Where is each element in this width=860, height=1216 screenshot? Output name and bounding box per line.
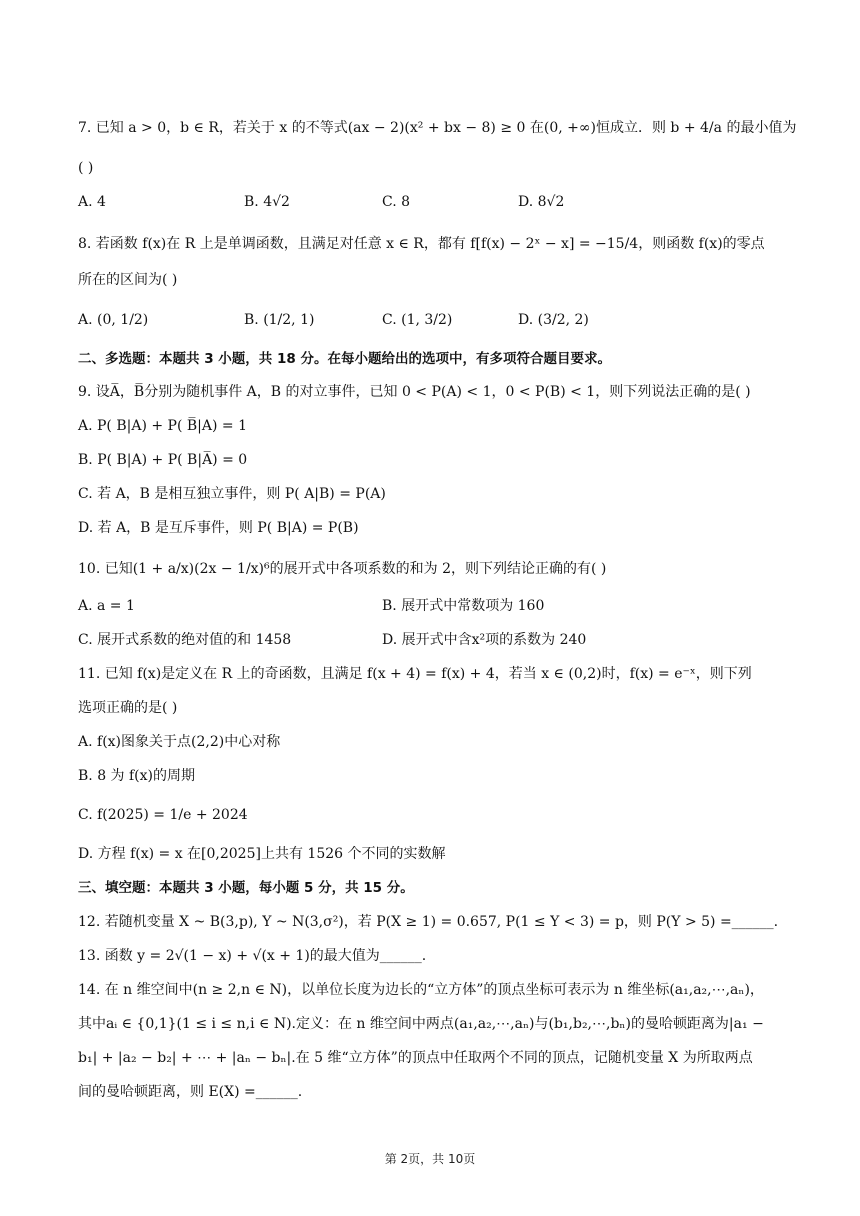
q9-option-b: B. P( B|A) + P( B|A̅) = 0 [78, 452, 248, 468]
q10-option-d: D. 展开式中含x²项的系数为 240 [382, 632, 587, 648]
q9-option-d: D. 若 A，B 是互斥事件，则 P( B|A) = P(B) [78, 520, 359, 536]
q14-line-2: 其中aᵢ ∈ {0,1}(1 ≤ i ≤ n,i ∈ N).定义：在 n 维空间中两点(a₁,a₂,⋯,aₙ)与(b₁,b₂,⋯,bₙ)的曼哈顿距离为|a₁ − [78, 1016, 764, 1032]
q10-option-b: B. 展开式中常数项为 160 [382, 598, 545, 614]
q7-stem: 7. 已知 a > 0，b ∈ R，若关于 x 的不等式(ax − 2)(x² + bx − 8) ≥ 0 在(0, +∞)恒成立．则 b + 4/a 的最小值为 [78, 120, 797, 136]
section-heading-multiple-choice: 二、多选题：本题共 3 小题，共 18 分。在每小题给出的选项中，有多项符合题目要求。 [78, 351, 611, 367]
q8-option-d: D. (3/2, 2) [518, 312, 589, 328]
q14-line-3: b₁| + |a₂ − b₂| + ⋯ + |aₙ − bₙ|.在 5 维“立方体”的顶点中任取两个不同的顶点，记随机变量 X 为所取两点 [78, 1050, 753, 1066]
q7-option-a: A. 4 [78, 194, 106, 210]
q11-stem-line2: 选项正确的是( ) [78, 700, 178, 716]
q12-stem: 12. 若随机变量 X ~ B(3,p), Y ~ N(3,σ²)，若 P(X ≥ 1) = 0.657, P(1 ≤ Y < 3) = p，则 P(Y > 5) =______. [78, 914, 779, 930]
q11-option-c: C. f(2025) = 1/e + 2024 [78, 807, 248, 823]
q9-option-a: A. P( B|A) + P( B̅|A) = 1 [78, 418, 247, 434]
page-footer: 第 2页，共 10页 [384, 1152, 476, 1166]
q8-stem-line2: 所在的区间为( ) [78, 272, 178, 288]
q10-stem: 10. 已知(1 + a/x)(2x − 1/x)⁶的展开式中各项系数的和为 2，则下列结论正确的有( ) [78, 561, 607, 577]
q8-option-c: C. (1, 3/2) [382, 312, 453, 328]
q9-option-c: C. 若 A，B 是相互独立事件，则 P( A|B) = P(A) [78, 486, 386, 502]
q10-option-c: C. 展开式系数的绝对值的和 1458 [78, 632, 292, 648]
q14-line-4: 间的曼哈顿距离，则 E(X) =______. [78, 1084, 303, 1100]
q7-answer-paren: ( ) [78, 160, 94, 176]
q11-option-d: D. 方程 f(x) = x 在[0,2025]上共有 1526 个不同的实数解 [78, 846, 446, 862]
q9-stem: 9. 设A̅，B̅分别为随机事件 A，B 的对立事件，已知 0 < P(A) < 1，0 < P(B) < 1，则下列说法正确的是( ) [78, 384, 751, 400]
q7-option-b: B. 4√2 [244, 194, 290, 210]
q8-stem: 8. 若函数 f(x)在 R 上是单调函数，且满足对任意 x ∈ R，都有 f[f(x) − 2ˣ − x] = −15/4，则函数 f(x)的零点 [78, 236, 765, 252]
q11-option-b: B. 8 为 f(x)的周期 [78, 768, 195, 784]
q10-option-a: A. a = 1 [78, 598, 135, 614]
q11-stem: 11. 已知 f(x)是定义在 R 上的奇函数，且满足 f(x + 4) = f(x) + 4，若当 x ∈ (0,2)时，f(x) = e⁻ˣ，则下列 [78, 666, 752, 682]
q8-option-a: A. (0, 1/2) [78, 312, 149, 328]
q8-option-b: B. (1/2, 1) [244, 312, 315, 328]
q11-option-a: A. f(x)图象关于点(2,2)中心对称 [78, 734, 281, 750]
q7-option-d: D. 8√2 [518, 194, 565, 210]
q13-stem: 13. 函数 y = 2√(1 − x) + √(x + 1)的最大值为______. [78, 948, 427, 964]
q14-line-1: 14. 在 n 维空间中(n ≥ 2,n ∈ N)，以单位长度为边长的“立方体”的顶点坐标可表示为 n 维坐标(a₁,a₂,⋯,aₙ)， [78, 982, 764, 998]
section-heading-fill-in: 三、填空题：本题共 3 小题，每小题 5 分，共 15 分。 [78, 880, 414, 896]
q7-option-c: C. 8 [382, 194, 411, 210]
